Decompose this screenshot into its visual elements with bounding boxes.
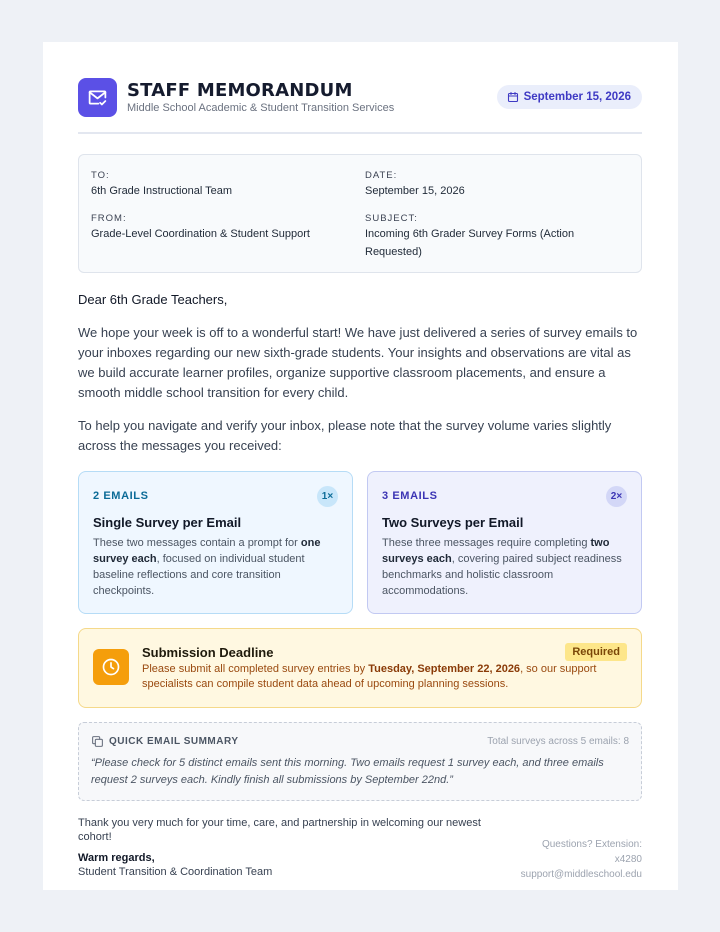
date-badge bbox=[497, 85, 642, 109]
from-value: Grade-Level Coordination & Student Support bbox=[91, 228, 310, 240]
two-surveys-card bbox=[367, 471, 642, 614]
single-survey-card bbox=[78, 471, 353, 614]
subject-label: SUBJECT: bbox=[365, 213, 418, 224]
card-body: These two messages contain a prompt for one survey each, focused on individual student baseline reflections and core transition checkpoints. bbox=[93, 537, 321, 597]
sign-off: Warm regards, bbox=[78, 852, 155, 864]
multiplier-badge: 1× bbox=[317, 486, 338, 507]
signature-team: Student Transition & Coordination Team bbox=[78, 866, 273, 878]
subject-value: Incoming 6th Grader Survey Forms (Action Requested) bbox=[365, 228, 575, 258]
card-title: Single Survey per Email bbox=[93, 515, 242, 530]
card-count: 2 EMAILS bbox=[93, 490, 149, 502]
email-summary-box bbox=[78, 722, 642, 801]
date-badge-text: September 15, 2026 bbox=[523, 91, 631, 103]
guidance-paragraph: To help you navigate and verify your inbox, please note that the survey volume varies slightly across the messages you received: bbox=[78, 418, 612, 453]
card-body: These three messages require completing two surveys each, covering paired subject readiness benchmarks and holistic classroom accommodations. bbox=[382, 537, 622, 597]
date-value: September 15, 2026 bbox=[365, 185, 465, 197]
contact-info bbox=[512, 837, 642, 882]
memo-subtitle: Middle School Academic & Student Transition Services bbox=[127, 102, 395, 114]
summary-total: Total surveys across 5 emails: 8 bbox=[487, 736, 629, 747]
copy-icon bbox=[91, 735, 104, 748]
greeting: Dear 6th Grade Teachers, bbox=[78, 292, 228, 307]
deadline-title: Submission Deadline bbox=[142, 645, 274, 660]
to-value: 6th Grade Instructional Team bbox=[91, 185, 233, 197]
contact-email[interactable]: support@middleschool.edu bbox=[520, 869, 642, 880]
memo-title: STAFF MEMORANDUM bbox=[127, 80, 353, 101]
memo-meta-box bbox=[78, 154, 642, 273]
intro-paragraph: We hope your week is off to a wonderful start! We have just delivered a series of survey emails to your inboxes regarding our new sixth-grade students. Your insights and observations are vital as we build accurate learner profiles, organize supportive classroom placements, and ensure a smooth middle school transition for every child. bbox=[78, 325, 638, 400]
from-label: FROM: bbox=[91, 213, 127, 224]
memo-header bbox=[78, 78, 642, 134]
deadline-callout bbox=[78, 628, 642, 708]
thanks-text: Thank you very much for your time, care, and partnership in welcoming our newest cohort! bbox=[78, 817, 481, 843]
required-badge: Required bbox=[565, 643, 627, 661]
calendar-icon bbox=[507, 91, 519, 103]
clock-icon bbox=[93, 649, 129, 685]
date-label: DATE: bbox=[365, 170, 398, 181]
summary-quote: “Please check for 5 distinct emails sent this morning. Two emails request 1 survey each, and three emails request 2 surveys each. Kindly finish all submissions by September 22nd.” bbox=[91, 757, 604, 786]
contact-extension: Questions? Extension: x4280 bbox=[541, 839, 642, 865]
card-count: 3 EMAILS bbox=[382, 490, 438, 502]
mail-check-icon bbox=[78, 78, 117, 117]
card-title: Two Surveys per Email bbox=[382, 515, 524, 530]
deadline-body: Please submit all completed survey entries by Tuesday, September 22, 2026, so our support specialists can compile student data ahead of upcoming planning sessions. bbox=[142, 663, 597, 690]
memo-page bbox=[43, 42, 678, 890]
multiplier-badge: 2× bbox=[606, 486, 627, 507]
summary-heading: QUICK EMAIL SUMMARY bbox=[91, 735, 239, 748]
memo-footer bbox=[78, 816, 642, 880]
to-label: TO: bbox=[91, 170, 110, 181]
